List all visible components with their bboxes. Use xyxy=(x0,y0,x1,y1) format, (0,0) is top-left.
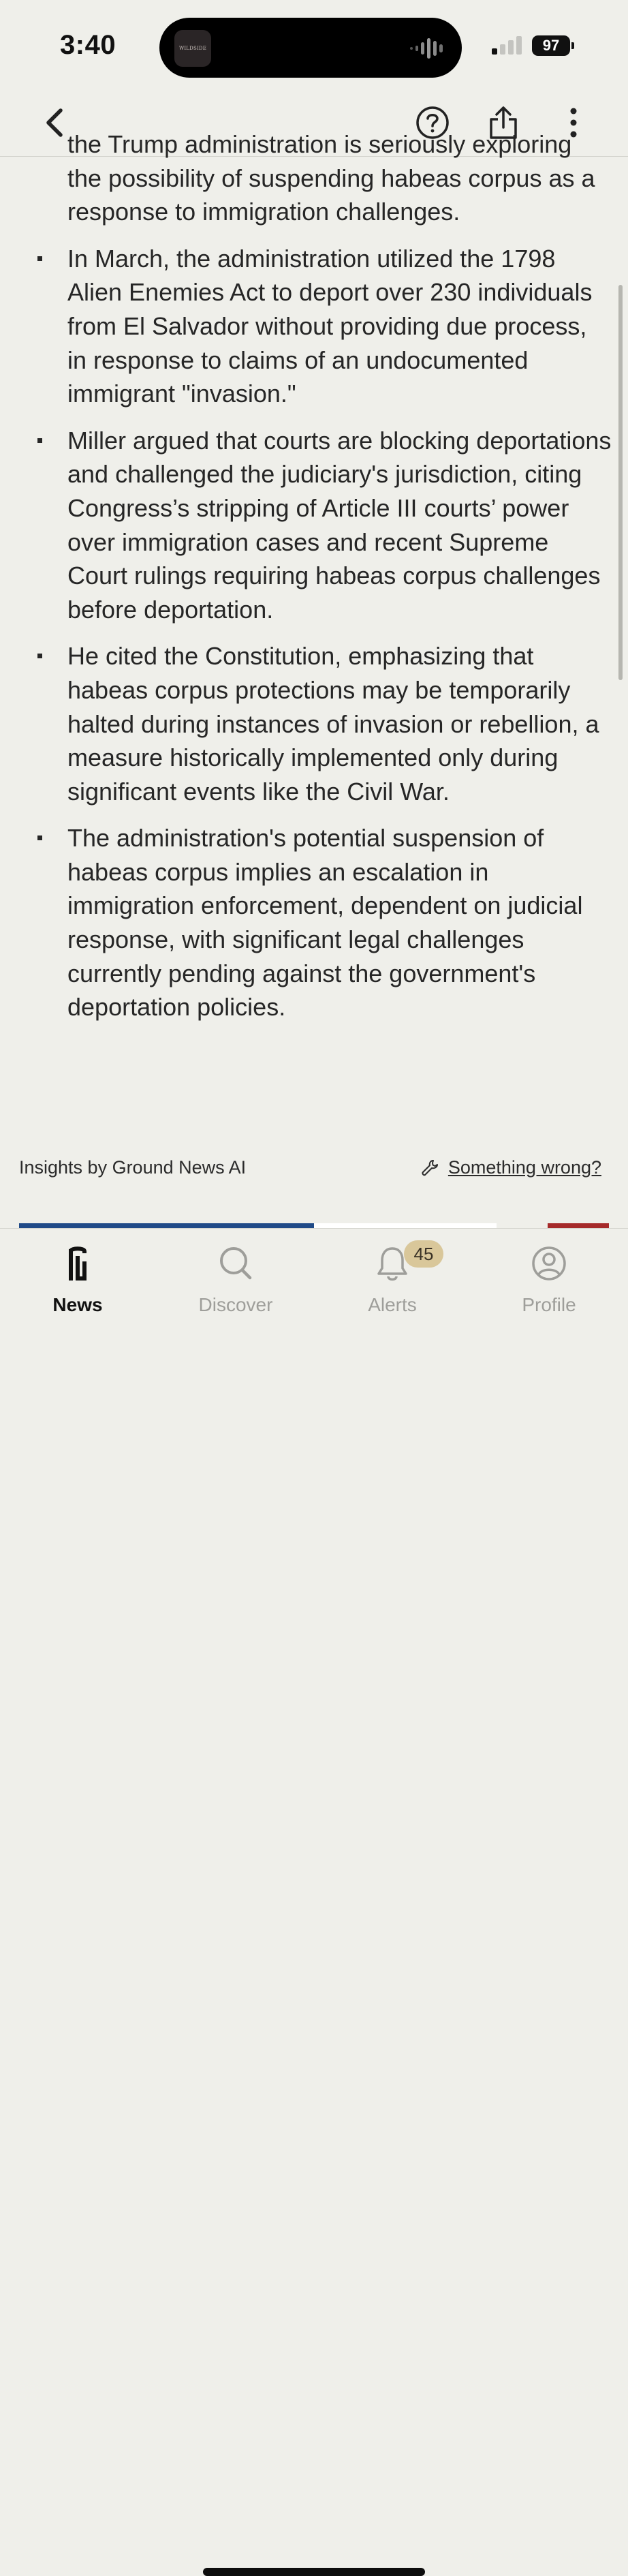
tab-discover-label: Discover xyxy=(198,1294,273,1315)
search-icon xyxy=(219,1246,253,1281)
summary-bullet xyxy=(0,821,628,1024)
tab-alerts-label: Alerts xyxy=(368,1294,417,1315)
ground-news-logo-icon xyxy=(68,1246,87,1281)
profile-icon xyxy=(531,1246,567,1281)
dynamic-island[interactable] xyxy=(159,18,462,78)
signal-icon xyxy=(490,35,523,55)
scroll-indicator[interactable] xyxy=(618,285,623,680)
bullet-text-lead: the Trump xyxy=(67,130,185,158)
insights-footer xyxy=(19,1157,609,1184)
wrench-icon xyxy=(421,1159,440,1178)
insights-label: Insights by Ground News AI xyxy=(19,1157,247,1178)
waveform-icon xyxy=(410,37,447,60)
tab-profile[interactable] xyxy=(481,1242,617,1324)
report-issue-label: Something wrong? xyxy=(448,1157,601,1178)
bullet-marker xyxy=(37,438,42,443)
now-playing-artwork: WILDSIDE xyxy=(174,30,211,67)
bullet-marker xyxy=(37,654,42,658)
bullet-text: administration is seriously exploring the possibility of suspending habeas corpus as a response to immigration challenges. xyxy=(67,130,595,226)
tab-news-label: News xyxy=(52,1294,103,1315)
summary-bullets xyxy=(0,127,628,1037)
status-bar xyxy=(0,0,628,89)
bullet-text: In March, the administration utilized the 1798 Alien Enemies Act to deport over 230 individuals from El Salvador without providing due process, in response to claims of an undocumented immigrant "invasion." xyxy=(67,244,593,408)
summary-bullet xyxy=(0,424,628,627)
summary-bullet xyxy=(0,242,628,411)
tab-alerts[interactable] xyxy=(324,1242,460,1324)
report-issue-link[interactable] xyxy=(421,1157,601,1178)
bullet-text: The administration's potential suspension of habeas corpus implies an escalation in immigration enforcement, dependent on judicial response, with significant legal challenges currently pending against the government's deportation policies. xyxy=(67,824,583,1022)
tab-profile-label: Profile xyxy=(522,1294,576,1315)
tab-news[interactable] xyxy=(10,1242,146,1324)
article-body[interactable] xyxy=(0,130,628,1227)
alerts-count-badge: 45 xyxy=(404,1240,443,1268)
status-time: 3:40 xyxy=(60,30,116,60)
bottom-tab-bar xyxy=(0,1228,628,1363)
bullet-text: He cited the Constitution, emphasizing that habeas corpus protections may be temporarily halted during instances of invasion or rebellion, a measure historically implemented only during significant events like the Civil War. xyxy=(67,642,599,806)
summary-bullet xyxy=(0,639,628,808)
bullet-text: Miller argued that courts are blocking deportations and challenged the judiciary's jurisdiction, citing Congress’s stripping of Article III courts’ power over immigration cases and recent Supreme Court rulings requiring habeas corpus challenges before deportation. xyxy=(67,426,612,624)
battery-icon: 97 xyxy=(532,35,570,56)
home-indicator[interactable] xyxy=(203,2568,425,2576)
tab-discover[interactable] xyxy=(168,1242,304,1324)
summary-bullet xyxy=(0,127,628,229)
bullet-marker xyxy=(37,256,42,261)
bullet-marker xyxy=(37,835,42,840)
